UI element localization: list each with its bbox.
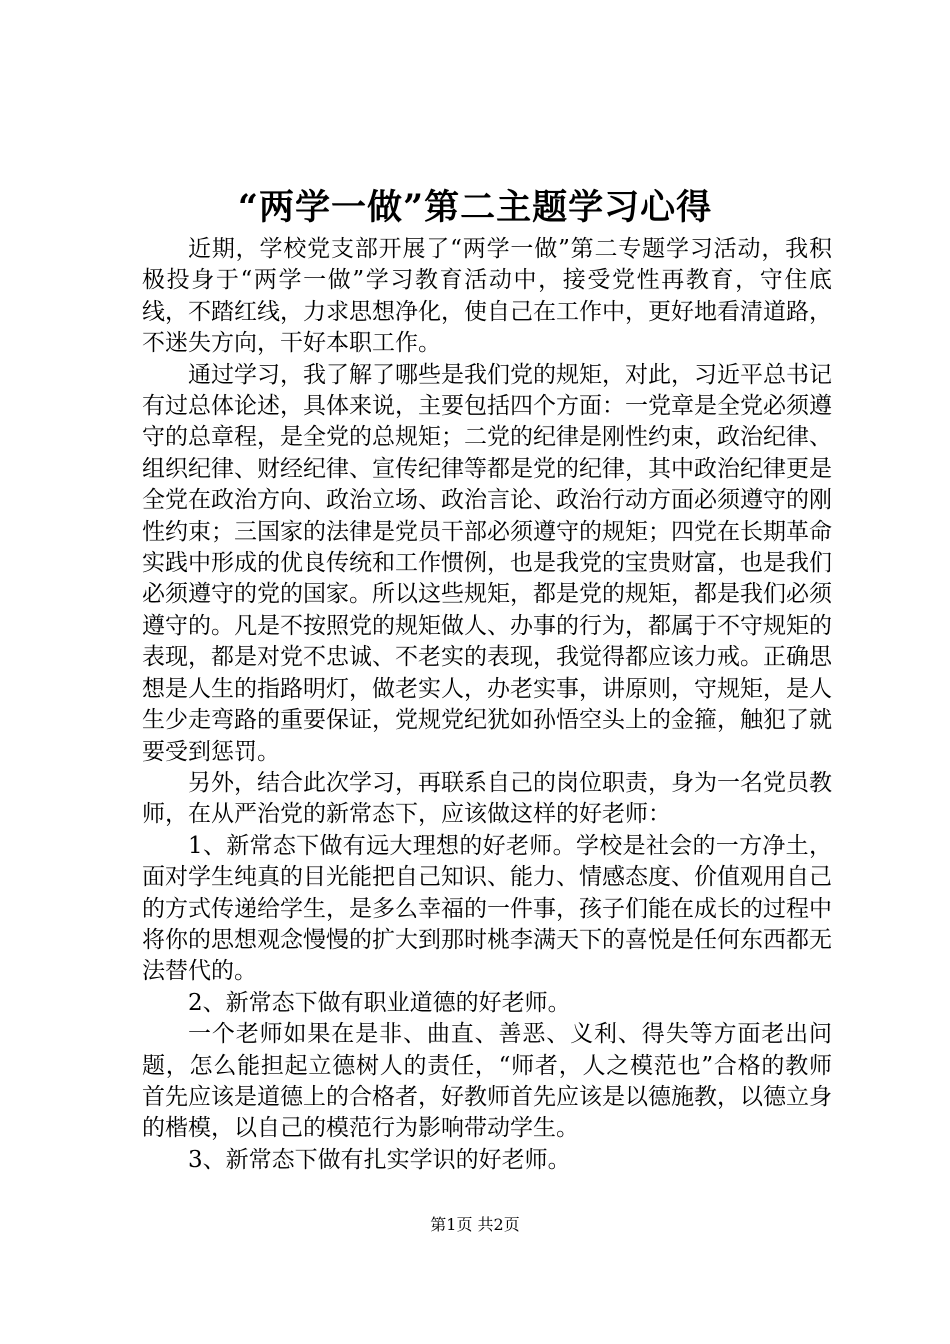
- document-body: [142, 234, 832, 1176]
- paragraph-3: 另外，结合此次学习，再联系自己的岗位职责，身为一名党员教师，在从严治党的新常态下，应该做这样的好老师：: [142, 769, 832, 828]
- page-number-footer: 第1页 共2页: [430, 1215, 520, 1234]
- paragraph-4: 1、新常态下做有远大理想的好老师。学校是社会的一方净土，面对学生纯真的目光能把自己知识、能力、情感态度、价值观用自己的方式传递给学生，是多么幸福的一件事，孩子们能在成长的过程中将你的思想观念慢慢的扩大到那时桃李满天下的喜悦是任何东西都无法替代的。: [142, 832, 832, 985]
- paragraph-1: 近期，学校党支部开展了“两学一做”第二专题学习活动，我积极投身于“两学一做”学习教育活动中，接受党性再教育，守住底线，不踏红线，力求思想净化，使自己在工作中，更好地看清道路，不迷失方向，干好本职工作。: [142, 236, 832, 357]
- paragraph-7: 3、新常态下做有扎实学识的好老师。: [188, 1146, 571, 1173]
- paragraph-2: 通过学习，我了解了哪些是我们党的规矩，对此，习近平总书记有过总体论述，具体来说，主要包括四个方面：一党章是全党必须遵守的总章程，是全党的总规矩；二党的纪律是刚性约束，政治纪律、组织纪律、财经纪律、宣传纪律等都是党的纪律，其中政治纪律更是全党在政治方向、政治立场、政治言论、政治行动方面必须遵守的刚性约束；三国家的法律是党员干部必须遵守的规矩；四党在长期革命实践中形成的优良传统和工作惯例，也是我党的宝贵财富，也是我们必须遵守的党的国家。所以这些规矩，都是党的规矩，都是我们必须遵守的。凡是不按照党的规矩做人、办事的行为，都属于不守规矩的表现，都是对党不忠诚、不老实的表现，我觉得都应该力戒。正确思想是人生的指路明灯，做老实人，办老实事，讲原则，守规矩，是人生少走弯路的重要保证，党规党纪犹如孙悟空头上的金箍，触犯了就要受到惩罚。: [142, 361, 832, 765]
- paragraph-5: 2、新常态下做有职业道德的好老师。: [188, 989, 571, 1016]
- document-title: “两学一做”第二主题学习心得: [237, 187, 713, 228]
- paragraph-6: 一个老师如果在是非、曲直、善恶、义利、得失等方面老出问题，怎么能担起立德树人的责任，“师者，人之模范也”合格的教师首先应该是道德上的合格者，好教师首先应该是以德施教，以德立身的楷模，以自己的模范行为影响带动学生。: [142, 1021, 832, 1142]
